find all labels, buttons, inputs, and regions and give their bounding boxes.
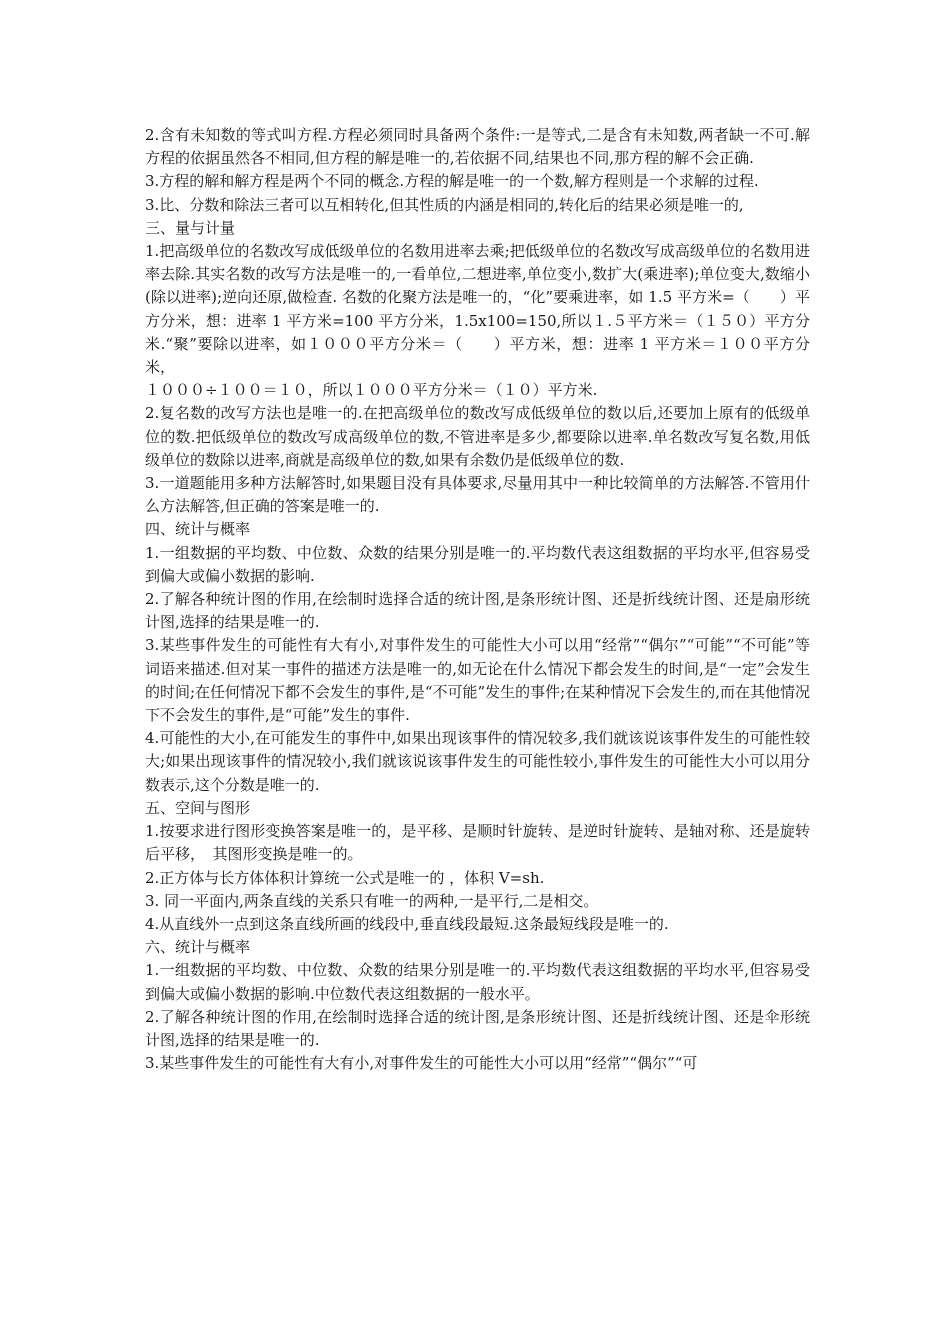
paragraph: 3.某些事件发生的可能性有大有小,对事件发生的可能性大小可以用“经常”“偶尔”“可 (145, 1054, 698, 1073)
paragraph: 3. 同一平面内,两条直线的关系只有唯一的两种,一是平行,二是相交。 (145, 891, 599, 910)
paragraph: １０００÷１００＝１０，所以１０００平方分米＝（１０）平方米. (145, 381, 598, 400)
document-page (145, 124, 810, 1075)
paragraph: 2.复名数的改写方法也是唯一的.在把高级单位的数改写成低级单位的数以后,还要加上原有的低级单位的数.把低级单位的数改写成高级单位的数,不管进率是多少,都要除以进率.单名数改写复名数,用低级单位的数除以进率,商就是高级单位的数,如果有余数仍是低级单位的数. (145, 404, 810, 469)
paragraph: 2.了解各种统计图的作用,在绘制时选择合适的统计图,是条形统计图、还是折线统计图、还是伞形统计图,选择的结果是唯一的. (145, 1007, 810, 1049)
paragraph: 2.了解各种统计图的作用,在绘制时选择合适的统计图,是条形统计图、还是折线统计图、还是扇形统计图,选择的结果是唯一的. (145, 590, 810, 632)
section-heading: 五、空间与图形 (145, 798, 251, 817)
section-heading: 六、统计与概率 (145, 938, 251, 957)
paragraph: 3.比、分数和除法三者可以互相转化,但其性质的内涵是相同的,转化后的结果必须是唯一的, (145, 195, 744, 214)
paragraph: 1.把高级单位的名数改写成低级单位的名数用进率去乘;把低级单位的名数改写成高级单位的名数用进率去除.其实名数的改写方法是唯一的,一看单位,二想进率,单位变小,数扩大(乘进率);单位变大,数缩小(除以进率);逆向还原,做检查. 名数的化聚方法是唯一的，“化”要乘进率，如 1.5 平方米=（ ）平方分米，想：进率 1 平方米=100 平方分米，1.5x100=150,所以１.５平方米＝（１５０）平方分米.“聚”要除以进率，如１０００平方分米＝（ ）平方米，想：进率 1 平方米＝１００平方分米， (145, 242, 810, 377)
paragraph: 3.一道题能用多种方法解答时,如果题目没有具体要求,尽量用其中一种比较简单的方法解答.不管用什么方法解答,但正确的答案是唯一的. (145, 474, 810, 516)
paragraph: 2.含有未知数的等式叫方程.方程必须同时具备两个条件:一是等式,二是含有未知数,两者缺一不可.解方程的依据虽然各不相同,但方程的解是唯一的,若依据不同,结果也不同,那方程的解不会正确. (145, 126, 810, 168)
paragraph: 1.按要求进行图形变换答案是唯一的，是平移、是顺时针旋转、是逆时针旋转、是轴对称、还是旋转后平移， 其图形变换是唯一的。 (145, 822, 810, 864)
section-heading: 四、统计与概率 (145, 520, 251, 539)
paragraph: 1.一组数据的平均数、中位数、众数的结果分别是唯一的.平均数代表这组数据的平均水平,但容易受到偏大或偏小数据的影响. (145, 543, 810, 585)
section-heading: 三、量与计量 (145, 218, 236, 237)
paragraph: 3.方程的解和解方程是两个不同的概念.方程的解是唯一的一个数,解方程则是一个求解的过程. (145, 172, 759, 191)
paragraph: 2.正方体与长方体体积计算统一公式是唯一的 ，体积 V=sh. (145, 868, 545, 887)
paragraph: 1.一组数据的平均数、中位数、众数的结果分别是唯一的.平均数代表这组数据的平均水平,但容易受到偏大或偏小数据的影响.中位数代表这组数据的一般水平。 (145, 961, 810, 1003)
paragraph: 4.从直线外一点到这条直线所画的线段中,垂直线段最短.这条最短线段是唯一的. (145, 914, 669, 933)
paragraph: 4.可能性的大小,在可能发生的事件中,如果出现该事件的情况较多,我们就该说该事件发生的可能性较大;如果出现该事件的情况较小,我们就该说该事件发生的可能性较小,事件发生的可能性大小可以用分数表示,这个分数是唯一的. (145, 729, 810, 794)
paragraph: 3.某些事件发生的可能性有大有小,对事件发生的可能性大小可以用“经常”“偶尔”“可能”“不可能”等词语来描述.但对某一事件的描述方法是唯一的,如无论在什么情况下都会发生的时间,是“一定”会发生的时间;在任何情况下都不会发生的事件,是“不可能”发生的事件;在某种情况下会发生的,而在其他情况下不会发生的事件,是“可能”发生的事件. (145, 636, 810, 725)
